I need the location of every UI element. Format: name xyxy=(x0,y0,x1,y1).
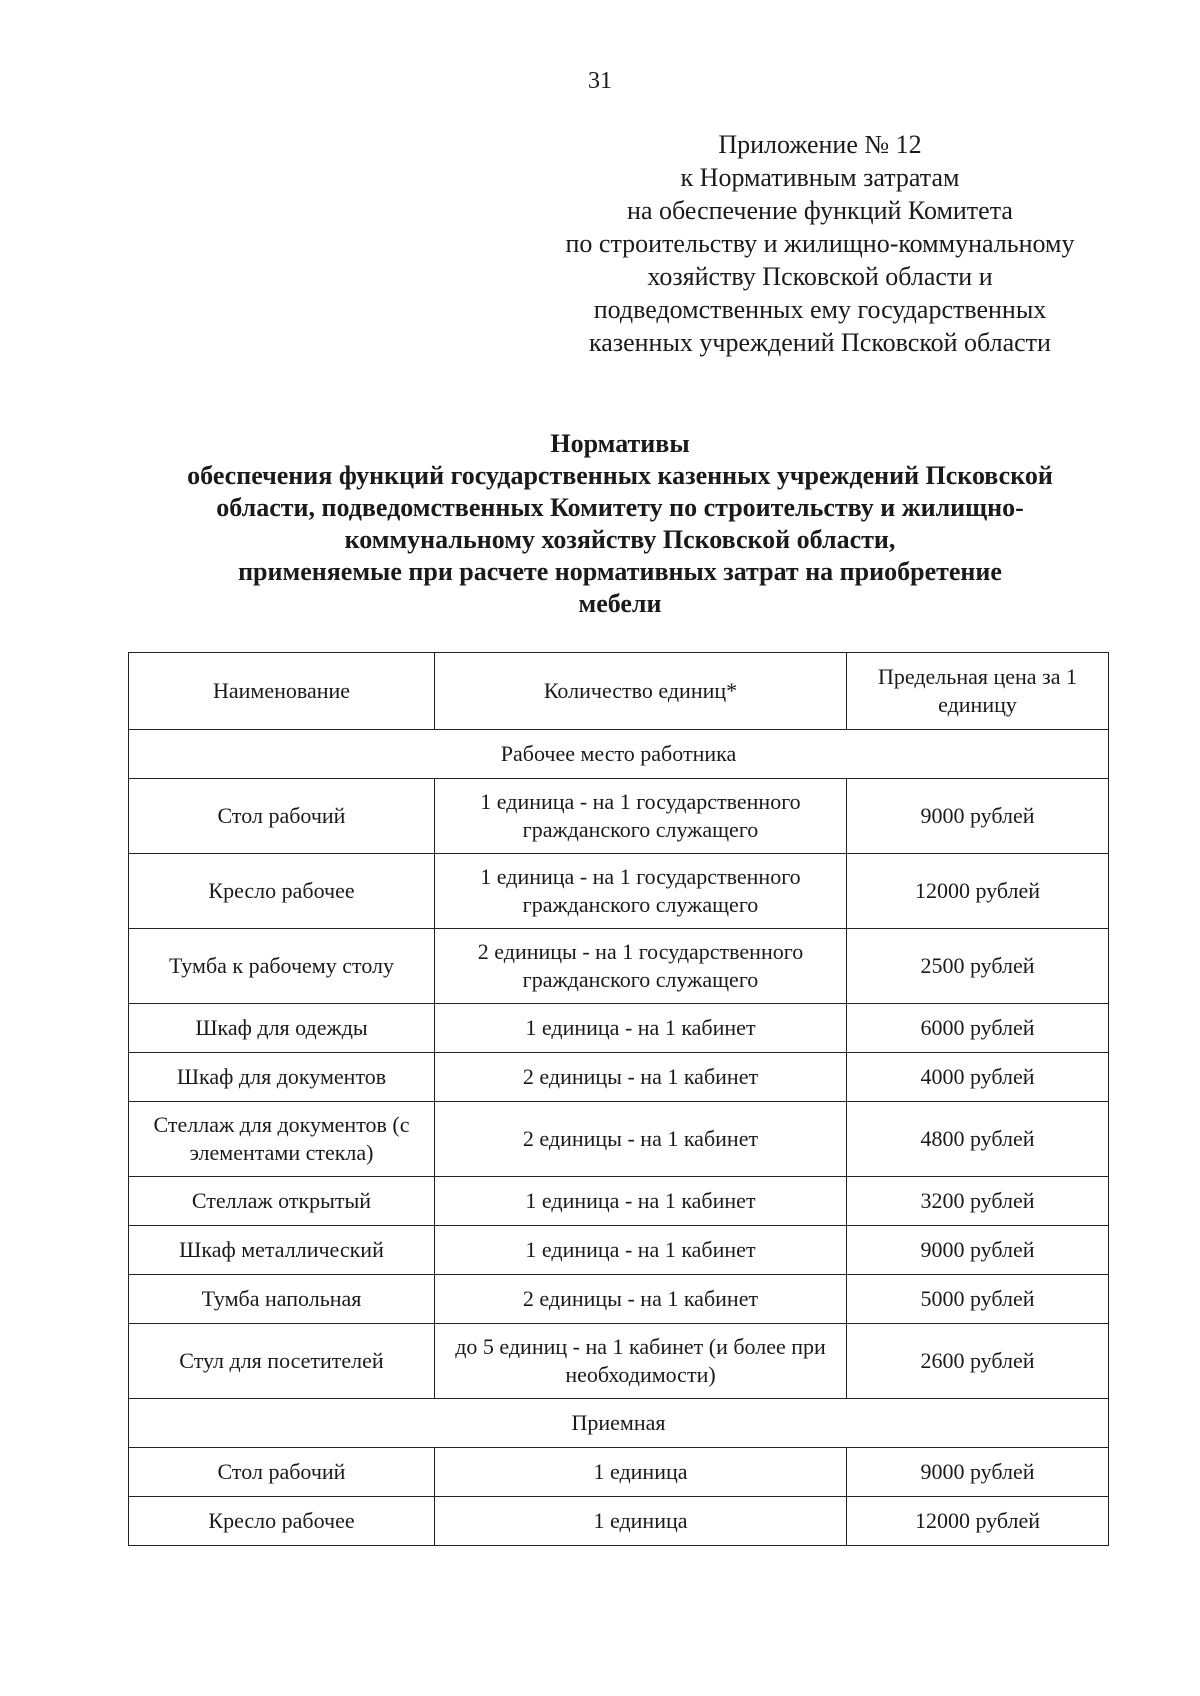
item-quantity: 1 единица xyxy=(435,1448,847,1497)
item-quantity: до 5 единиц - на 1 кабинет (и более при необходимости) xyxy=(435,1324,847,1399)
table-row xyxy=(129,1004,1109,1053)
header-price: Предельная цена за 1 единицу xyxy=(847,653,1109,730)
item-price: 9000 рублей xyxy=(847,1226,1109,1275)
appendix-line: Приложение № 12 xyxy=(718,130,922,159)
appendix-line: к Нормативным затратам xyxy=(680,163,960,192)
item-price: 12000 рублей xyxy=(847,854,1109,929)
title-line: обеспечения функций государственных казенных учреждений Псковской xyxy=(187,461,1053,490)
table-row xyxy=(129,1448,1109,1497)
item-price: 5000 рублей xyxy=(847,1275,1109,1324)
item-name: Стул для посетителей xyxy=(129,1324,435,1399)
item-price: 9000 рублей xyxy=(847,779,1109,854)
table-row xyxy=(129,929,1109,1004)
item-price: 2500 рублей xyxy=(847,929,1109,1004)
item-name: Шкаф металлический xyxy=(129,1226,435,1275)
section-title: Приемная xyxy=(129,1399,1109,1448)
page-number: 31 xyxy=(588,68,612,94)
title-line: Нормативы xyxy=(550,429,690,458)
item-price: 6000 рублей xyxy=(847,1004,1109,1053)
item-name: Шкаф для одежды xyxy=(129,1004,435,1053)
appendix-line: на обеспечение функций Комитета xyxy=(627,196,1013,225)
table-row xyxy=(129,1053,1109,1102)
appendix-line: по строительству и жилищно-коммунальному xyxy=(565,229,1075,258)
item-quantity: 1 единица - на 1 государственного гражданского служащего xyxy=(435,779,847,854)
item-name: Шкаф для документов xyxy=(129,1053,435,1102)
title-line: мебели xyxy=(578,589,662,618)
header-quantity: Количество единиц* xyxy=(435,653,847,730)
item-price: 4000 рублей xyxy=(847,1053,1109,1102)
item-quantity: 1 единица - на 1 кабинет xyxy=(435,1177,847,1226)
item-quantity: 2 единицы - на 1 кабинет xyxy=(435,1102,847,1177)
item-quantity: 2 единицы - на 1 кабинет xyxy=(435,1053,847,1102)
appendix-header xyxy=(530,128,1110,359)
item-name: Кресло рабочее xyxy=(129,1497,435,1546)
item-price: 4800 рублей xyxy=(847,1102,1109,1177)
section-row xyxy=(129,730,1109,779)
appendix-line: подведомственных ему государственных xyxy=(593,295,1047,324)
table-row xyxy=(129,1102,1109,1177)
item-name: Тумба напольная xyxy=(129,1275,435,1324)
item-quantity: 1 единица - на 1 кабинет xyxy=(435,1004,847,1053)
title-line: коммунальному хозяйству Псковской области, xyxy=(344,525,896,554)
table-row xyxy=(129,1275,1109,1324)
item-quantity: 2 единицы - на 1 государственного гражданского служащего xyxy=(435,929,847,1004)
appendix-line: хозяйству Псковской области и xyxy=(647,262,993,291)
item-name: Стол рабочий xyxy=(129,779,435,854)
title-line: области, подведомственных Комитету по строительству и жилищно- xyxy=(216,493,1024,522)
item-name: Стол рабочий xyxy=(129,1448,435,1497)
item-quantity: 2 единицы - на 1 кабинет xyxy=(435,1275,847,1324)
table-row xyxy=(129,1226,1109,1275)
item-quantity: 1 единица - на 1 кабинет xyxy=(435,1226,847,1275)
document-title xyxy=(100,428,1140,620)
item-price: 12000 рублей xyxy=(847,1497,1109,1546)
item-name: Тумба к рабочему столу xyxy=(129,929,435,1004)
norms-table xyxy=(128,652,1109,1546)
table-row xyxy=(129,779,1109,854)
item-price: 2600 рублей xyxy=(847,1324,1109,1399)
item-name: Стеллаж открытый xyxy=(129,1177,435,1226)
table-header-row xyxy=(129,653,1109,730)
section-row xyxy=(129,1399,1109,1448)
title-line: применяемые при расчете нормативных затрат на приобретение xyxy=(238,557,1002,586)
item-price: 3200 рублей xyxy=(847,1177,1109,1226)
item-quantity: 1 единица xyxy=(435,1497,847,1546)
table-row xyxy=(129,1177,1109,1226)
table-row xyxy=(129,854,1109,929)
table-row xyxy=(129,1497,1109,1546)
header-name: Наименование xyxy=(129,653,435,730)
table-row xyxy=(129,1324,1109,1399)
item-name: Стеллаж для документов (с элементами стекла) xyxy=(129,1102,435,1177)
item-price: 9000 рублей xyxy=(847,1448,1109,1497)
item-name: Кресло рабочее xyxy=(129,854,435,929)
appendix-line: казенных учреждений Псковской области xyxy=(589,328,1051,357)
section-title: Рабочее место работника xyxy=(129,730,1109,779)
item-quantity: 1 единица - на 1 государственного гражданского служащего xyxy=(435,854,847,929)
